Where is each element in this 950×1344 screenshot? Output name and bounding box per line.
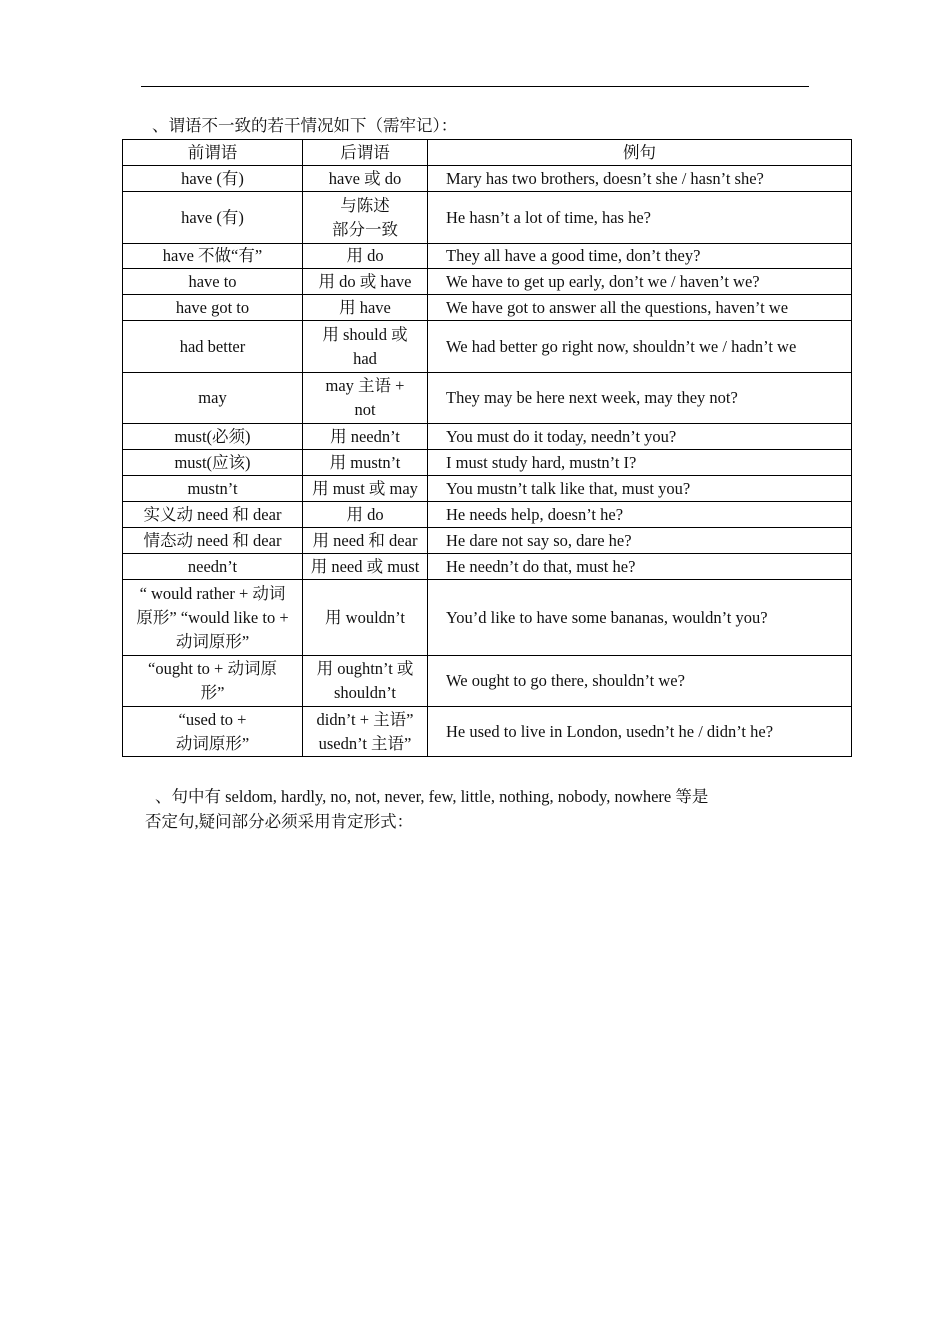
pre-predicate-cell [123, 244, 303, 269]
post-predicate-cell [303, 192, 428, 244]
top-rule [141, 86, 809, 87]
table-row [123, 502, 852, 528]
pre-predicate-cell [123, 707, 303, 757]
table-row [123, 424, 852, 450]
post-predicate-cell-text: 用 do 或 have [318, 271, 412, 291]
post-predicate-cell [303, 502, 428, 528]
example-sentence-cell [428, 528, 852, 554]
example-sentence-cell-text: You must do it today, needn’t you? [446, 426, 677, 446]
pre-predicate-cell [123, 502, 303, 528]
example-sentence-cell [428, 580, 852, 656]
table-row [123, 528, 852, 554]
post-predicate-cell-text: 用 mustn’t [329, 452, 401, 472]
header-post-predicate: 后谓语 [303, 140, 428, 166]
post-predicate-cell-text: may 主语 + not [325, 376, 405, 419]
post-predicate-cell-text: 与陈述 部分一致 [332, 195, 398, 239]
pre-predicate-cell-text: must(应该) [174, 452, 251, 472]
example-sentence-cell-text: We ought to go there, shouldn’t we? [446, 671, 685, 690]
table-row [123, 166, 852, 192]
example-sentence-cell [428, 554, 852, 580]
pre-predicate-cell-text: have (有) [181, 168, 244, 188]
example-sentence-cell-text: He used to live in London, usedn’t he / didn’t he? [446, 721, 774, 741]
example-sentence-cell-text: We have got to answer all the questions, haven’t we [446, 297, 789, 317]
pre-predicate-cell [123, 192, 303, 244]
example-sentence-cell-text: They may be here next week, may they not? [446, 388, 738, 407]
pre-predicate-cell-text: needn’t [187, 556, 238, 576]
pre-predicate-cell-text: had better [179, 336, 246, 356]
table-row [123, 707, 852, 757]
example-sentence-cell [428, 166, 852, 192]
example-sentence-cell [428, 424, 852, 450]
post-predicate-cell-text: 用 should 或 had [322, 324, 408, 368]
post-predicate-cell [303, 476, 428, 502]
post-predicate-cell-text: 用 do [346, 504, 384, 524]
header-pre-predicate: 前谓语 [123, 140, 303, 166]
table-row [123, 269, 852, 295]
header-example: 例句 [428, 140, 852, 166]
pre-predicate-cell [123, 450, 303, 476]
example-sentence-cell [428, 269, 852, 295]
post-predicate-cell-text: 用 wouldn’t [325, 607, 405, 627]
example-sentence-cell-text: We had better go right now, shouldn’t we / hadn’t we [446, 336, 797, 356]
post-predicate-cell-text: 用 oughtn’t 或 shouldn’t [316, 659, 414, 702]
example-sentence-cell [428, 656, 852, 707]
pre-predicate-cell [123, 321, 303, 373]
pre-predicate-cell-text: “used to + 动词原形” [175, 709, 250, 753]
pre-predicate-cell-text: may [198, 388, 227, 407]
table-row [123, 295, 852, 321]
post-predicate-cell-text: 用 have [339, 297, 391, 317]
example-sentence-cell [428, 373, 852, 424]
footer-line-2: 否定句,疑问部分必须采用肯定形式： [145, 812, 414, 831]
pre-predicate-cell-text: “ought to + 动词原 形” [148, 659, 277, 702]
example-sentence-cell-text: You’d like to have some bananas, wouldn’t you? [446, 607, 768, 627]
example-sentence-cell [428, 295, 852, 321]
table-row [123, 244, 852, 269]
post-predicate-cell-text: 用 needn’t [330, 426, 400, 446]
example-sentence-cell-text: He hasn’t a lot of time, has he? [446, 207, 651, 227]
post-predicate-cell [303, 528, 428, 554]
post-predicate-cell-text: 用 need 或 must [310, 556, 420, 576]
post-predicate-cell-text: 用 must 或 may [312, 478, 418, 498]
footer-line-1: 、句中有 seldom, hardly, no, not, never, few, little, nothing, nobody, nowhere 等是 [155, 787, 709, 806]
post-predicate-cell [303, 321, 428, 373]
tag-question-table [122, 139, 852, 757]
pre-predicate-cell-text: have to [188, 271, 237, 291]
example-sentence-cell-text: We have to get up early, don’t we / haven’t we? [446, 271, 760, 291]
example-sentence-cell-text: He dare not say so, dare he? [446, 530, 632, 550]
table-row [123, 192, 852, 244]
pre-predicate-cell [123, 554, 303, 580]
table-row [123, 554, 852, 580]
pre-predicate-cell-text: 实义动 need 和 dear [143, 504, 282, 524]
pre-predicate-cell [123, 656, 303, 707]
post-predicate-cell [303, 244, 428, 269]
table-row [123, 580, 852, 656]
pre-predicate-cell [123, 580, 303, 656]
pre-predicate-cell-text: have 不做“有” [162, 246, 263, 265]
pre-predicate-cell [123, 295, 303, 321]
table-row [123, 450, 852, 476]
post-predicate-cell-text: didn’t + 主语” usedn’t 主语” [316, 709, 414, 753]
section-heading: 、谓语不一致的若干情况如下（需牢记）： [152, 116, 458, 135]
post-predicate-cell [303, 269, 428, 295]
pre-predicate-cell-text: have (有) [181, 207, 244, 227]
example-sentence-cell [428, 476, 852, 502]
table-header-row [123, 140, 852, 166]
pre-predicate-cell-text: must(必须) [174, 426, 251, 446]
post-predicate-cell [303, 580, 428, 656]
example-sentence-cell-text: They all have a good time, don’t they? [446, 246, 701, 265]
pre-predicate-cell [123, 476, 303, 502]
post-predicate-cell [303, 450, 428, 476]
example-sentence-cell [428, 244, 852, 269]
post-predicate-cell [303, 166, 428, 192]
pre-predicate-cell-text: mustn’t [187, 478, 238, 498]
pre-predicate-cell-text: have got to [175, 297, 250, 317]
example-sentence-cell-text: He needn’t do that, must he? [446, 556, 636, 576]
example-sentence-cell-text: I must study hard, mustn’t I? [446, 452, 637, 472]
example-sentence-cell [428, 707, 852, 757]
pre-predicate-cell-text: 情态动 need 和 dear [143, 530, 282, 550]
post-predicate-cell [303, 373, 428, 424]
example-sentence-cell-text: Mary has two brothers, doesn’t she / hasn’t she? [446, 168, 764, 188]
post-predicate-cell [303, 554, 428, 580]
example-sentence-cell [428, 450, 852, 476]
example-sentence-cell [428, 502, 852, 528]
footer-note [145, 784, 825, 834]
example-sentence-cell [428, 192, 852, 244]
post-predicate-cell [303, 656, 428, 707]
post-predicate-cell-text: have 或 do [328, 168, 402, 188]
table-row [123, 476, 852, 502]
pre-predicate-cell [123, 528, 303, 554]
post-predicate-cell [303, 707, 428, 757]
post-predicate-cell [303, 295, 428, 321]
example-sentence-cell-text: You mustn’t talk like that, must you? [446, 478, 691, 498]
post-predicate-cell-text: 用 need 和 dear [312, 530, 418, 550]
table-row [123, 373, 852, 424]
table-row [123, 321, 852, 373]
example-sentence-cell-text: He needs help, doesn’t he? [446, 504, 624, 524]
pre-predicate-cell [123, 373, 303, 424]
pre-predicate-cell-text: “ would rather + 动词 原形” “would like to + 动词原形” [136, 583, 289, 651]
pre-predicate-cell [123, 269, 303, 295]
example-sentence-cell [428, 321, 852, 373]
pre-predicate-cell [123, 166, 303, 192]
post-predicate-cell [303, 424, 428, 450]
post-predicate-cell-text: 用 do [346, 246, 384, 265]
pre-predicate-cell [123, 424, 303, 450]
table-row [123, 656, 852, 707]
